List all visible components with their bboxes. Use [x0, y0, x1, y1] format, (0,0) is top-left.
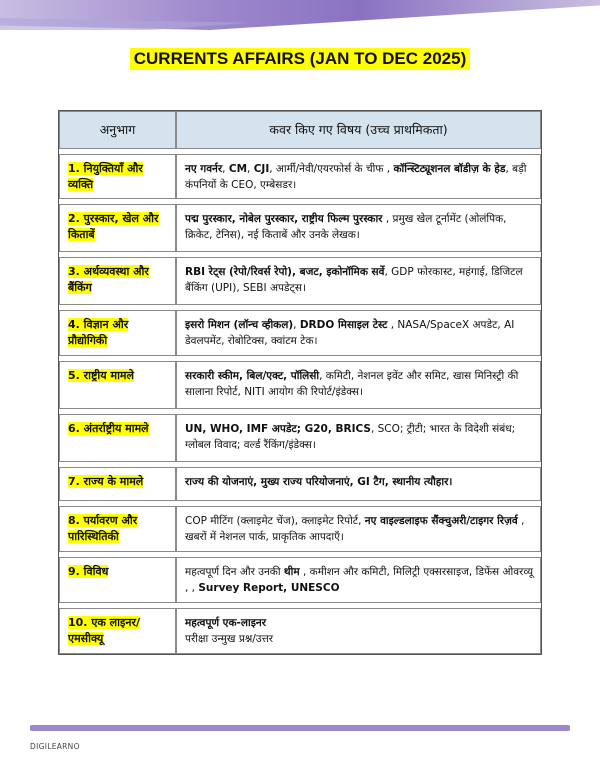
bottom-decorative-band: [30, 725, 570, 731]
topic-text: , कमिटी, नेशनल इवेंट और समिट, खास मिनिस्ट्री की सालाना रिपोर्ट, NITI आयोग की रिपोर्ट/इंडेक्स।: [185, 370, 519, 398]
topic-text: नए वाइल्डलाइफ सैंक्चुअरी/टाइगर रिज़र्व: [364, 515, 518, 527]
topic-text: राज्य की योजनाएं, मुख्य राज्य परियोजनाएं, GI टैग, स्थानीय त्यौहार।: [185, 476, 453, 488]
topics-cell: [176, 257, 541, 305]
table-row: [59, 204, 541, 252]
section-label: 6. अंतर्राष्ट्रीय मामले: [68, 422, 149, 435]
topic-text: , खबरों में नेशनल पार्क, प्राकृतिक आपदाएँ।: [185, 515, 525, 543]
topic-text: ,: [247, 163, 254, 175]
section-cell: [59, 257, 176, 305]
footer-brand: DIGILEARNO: [30, 742, 80, 751]
table-row: [59, 414, 541, 462]
table-row: [59, 467, 541, 501]
table-row: [59, 361, 541, 409]
topic-text: , SCO; ट्रीटी; भारत के विदेशी संबंध; ग्लोबल विवाद; वर्ल्ड रैंकिंग/इंडेक्स।: [185, 423, 516, 451]
topic-text: कॉन्स्टिट्यूशनल बॉडीज़ के हेड: [393, 163, 506, 175]
topic-text: , कमीशन और कमिटी, मिलिट्री एक्सरसाइज, डिफेंस ओवरव्यू , ,: [185, 566, 534, 594]
topics-cell: [176, 608, 541, 654]
section-label: 9. विविध: [68, 565, 109, 578]
topics-cell: [176, 414, 541, 462]
section-cell: [59, 557, 176, 603]
section-label: 5. राष्ट्रीय मामले: [68, 369, 134, 382]
topics-cell: [176, 557, 541, 603]
topic-text: इसरो मिशन (लॉन्च व्हीकल): [185, 319, 294, 331]
section-label: 1. नियुक्तियाँ और व्यक्ति: [68, 162, 143, 191]
section-cell: [59, 204, 176, 252]
page-title: CURRENTS AFFAIRS (JAN TO DEC 2025): [130, 48, 471, 70]
section-cell: [59, 608, 176, 654]
topic-text: सरकारी स्कीम, बिल/एक्ट, पॉलिसी: [185, 370, 320, 382]
table-body: [59, 149, 541, 654]
topic-text: , NASA/SpaceX अपडेट, AI डेवलपमेंट, रोबोटिक्स, क्वांटम टेक।: [185, 319, 515, 347]
table-row: [59, 257, 541, 305]
topic-text: नए गवर्नर: [185, 163, 223, 175]
topic-text: CM: [228, 163, 248, 175]
section-label: 3. अर्थव्यवस्था और बैंकिंग: [68, 265, 149, 294]
section-label: 2. पुरस्कार, खेल और किताबें: [68, 212, 159, 241]
topics-table: [58, 110, 542, 655]
table-row: [59, 154, 541, 199]
topic-text: महत्वपूर्ण एक-लाइनर: [185, 617, 267, 629]
topic-text: थीम: [283, 566, 300, 578]
table-header-row: [59, 111, 541, 149]
table-row: [59, 608, 541, 654]
topic-text: , आर्मी/नेवी/एयरफोर्स के चीफ ,: [269, 163, 394, 175]
header-topics: कवर किए गए विषय (उच्च प्राथमिकता): [176, 111, 541, 149]
topic-text: ,: [222, 163, 229, 175]
topics-cell: [176, 204, 541, 252]
topic-text: , बड़ी कंपनियों के CEO, एम्बेसडर।: [185, 163, 527, 191]
topic-text: COP मीटिंग (क्लाइमेट चेंज), क्लाइमेट रिपोर्ट,: [185, 515, 365, 527]
topics-cell: [176, 361, 541, 409]
section-label: 7. राज्य के मामले: [68, 475, 144, 488]
topic-text: पद्म पुरस्कार, नोबेल पुरस्कार, राष्ट्रीय फिल्म पुरस्कार: [185, 213, 383, 225]
section-cell: [59, 361, 176, 409]
topic-text: RBI रेट्स (रेपो/रिवर्स रेपो), बजट, इकोनॉमिक सर्वे: [185, 266, 385, 278]
section-cell: [59, 414, 176, 462]
title-container: [0, 48, 600, 70]
topics-cell: [176, 310, 541, 356]
topic-text: , GDP फोरकास्ट, महंगाई, डिजिटल बैंकिंग (UPI), SEBI अपडेट्स।: [185, 266, 523, 294]
section-label: 4. विज्ञान और प्रौद्योगिकी: [68, 318, 129, 347]
topics-cell: [176, 506, 541, 552]
topic-text: DRDO मिसाइल टेस्ट: [299, 319, 388, 331]
section-cell: [59, 506, 176, 552]
topic-text: महत्वपूर्ण दिन और उनकी: [185, 566, 284, 578]
topics-cell: [176, 154, 541, 199]
topic-text: UN, WHO, IMF अपडेट; G20, BRICS: [185, 423, 371, 435]
topic-text: परीक्षा उन्मुख प्रश्न/उत्तर: [185, 633, 274, 645]
section-cell: [59, 154, 176, 199]
topics-cell: [176, 467, 541, 501]
header-section: अनुभाग: [59, 111, 176, 149]
table-row: [59, 310, 541, 356]
section-label: 10. एक लाइनर/ एमसीक्यू: [68, 616, 141, 645]
section-cell: [59, 467, 176, 501]
topic-text: Survey Report, UNESCO: [198, 582, 340, 594]
topic-text: CJI: [253, 163, 270, 175]
table-row: [59, 506, 541, 552]
table-row: [59, 557, 541, 603]
section-cell: [59, 310, 176, 356]
topic-text: , प्रमुख खेल टूर्नामेंट (ओलंपिक, क्रिकेट, टेनिस), नई किताबें और उनके लेखक।: [185, 213, 507, 241]
topic-text: ,: [293, 319, 300, 331]
section-label: 8. पर्यावरण और पारिस्थितिकी: [68, 514, 138, 543]
